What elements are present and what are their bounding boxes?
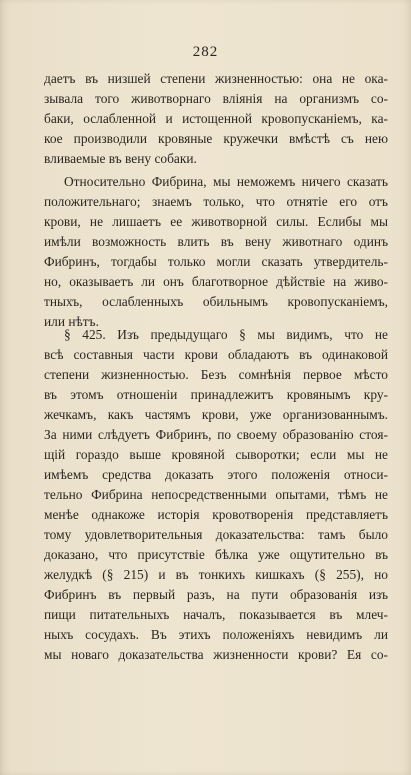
text-line: но, оказываетъ ли онъ благотворное дѣйствіе на живо- [44, 274, 388, 289]
text-line: желудкѣ (§ 215) и въ тонкихъ кишкахъ (§ 255), но [44, 567, 388, 582]
text-line: кое производили кровяные кружечки вмѣстѣ съ нею [44, 131, 388, 146]
text-line: Фибринъ въ первый разъ, на пути образованія изъ [44, 587, 388, 602]
text-line: жечкамъ, какъ частямъ крови, уже организованнымъ. [44, 407, 388, 422]
text-line: вливаемые въ вену собаки. [44, 151, 197, 166]
text-line: доказано, что присутствіе бѣлка уже ощутительно въ [44, 547, 388, 562]
page-number: 282 [192, 44, 219, 60]
text-line: тому удовлетворительныя доказательства: тамъ было [44, 527, 388, 542]
text-line: тныхъ, ослабленныхъ обильнымъ кровопусканіемъ, [44, 294, 388, 309]
text-line: менѣе однакоже исторія кровотворенія представляетъ [44, 507, 388, 522]
paragraph-1 [44, 69, 388, 169]
text-line: баки, ослабленной и истощенной кровопусканіемъ, ка- [44, 111, 388, 126]
text-line: положительнаго; знаемъ только, что отнятіе его отъ [44, 194, 388, 209]
text-line: ныхъ сосудахъ. Въ этихъ положеніяхъ невидимъ ли [44, 627, 388, 642]
text-line: степени жизненностью. Безъ сомнѣнія первое мѣсто [44, 367, 388, 382]
text-line: Относительно Фибрина, мы неможемъ ничего сказать [64, 174, 388, 189]
text-line: имѣли возможность влить въ вену животнаго одинъ [44, 234, 388, 249]
text-line: имѣемъ средства доказать этого положенія относи- [44, 467, 388, 482]
paragraph-3 [44, 325, 388, 665]
text-line: Фибринъ, тогдабы только могли сказать утвердитель- [44, 254, 388, 269]
text-line: § 425. Изъ предыдущаго § мы видимъ, что не [64, 327, 388, 342]
text-line: крови, не лишаетъ ее животворной силы. Еслибы мы [44, 214, 388, 229]
text-line: даетъ въ низшей степени жизненностью: она не ока- [44, 71, 388, 86]
text-line: въ этомъ отношеніи принадлежитъ кровянымъ кру- [44, 387, 388, 402]
text-line: тельно Фибрина непосредственными опытами, тѣмъ не [44, 487, 388, 502]
paragraph-2 [44, 172, 388, 332]
text-line: щій гораздо выше кровяной сыворотки; если мы не [44, 447, 388, 462]
text-line: За ними слѣдуетъ Фибринъ, по своему образованію стоя- [44, 427, 388, 442]
text-line: пищи питательныхъ началъ, показывается въ млеч- [44, 607, 388, 622]
text-line: зывала того животворнаго вліянія на организмъ со- [44, 91, 388, 106]
text-line: или нѣтъ. [44, 314, 99, 329]
text-line: всѣ составныя части крови обладаютъ въ одинаковой [44, 347, 388, 362]
text-line: мы новаго доказательства жизненности крови? Ея со- [44, 647, 388, 662]
